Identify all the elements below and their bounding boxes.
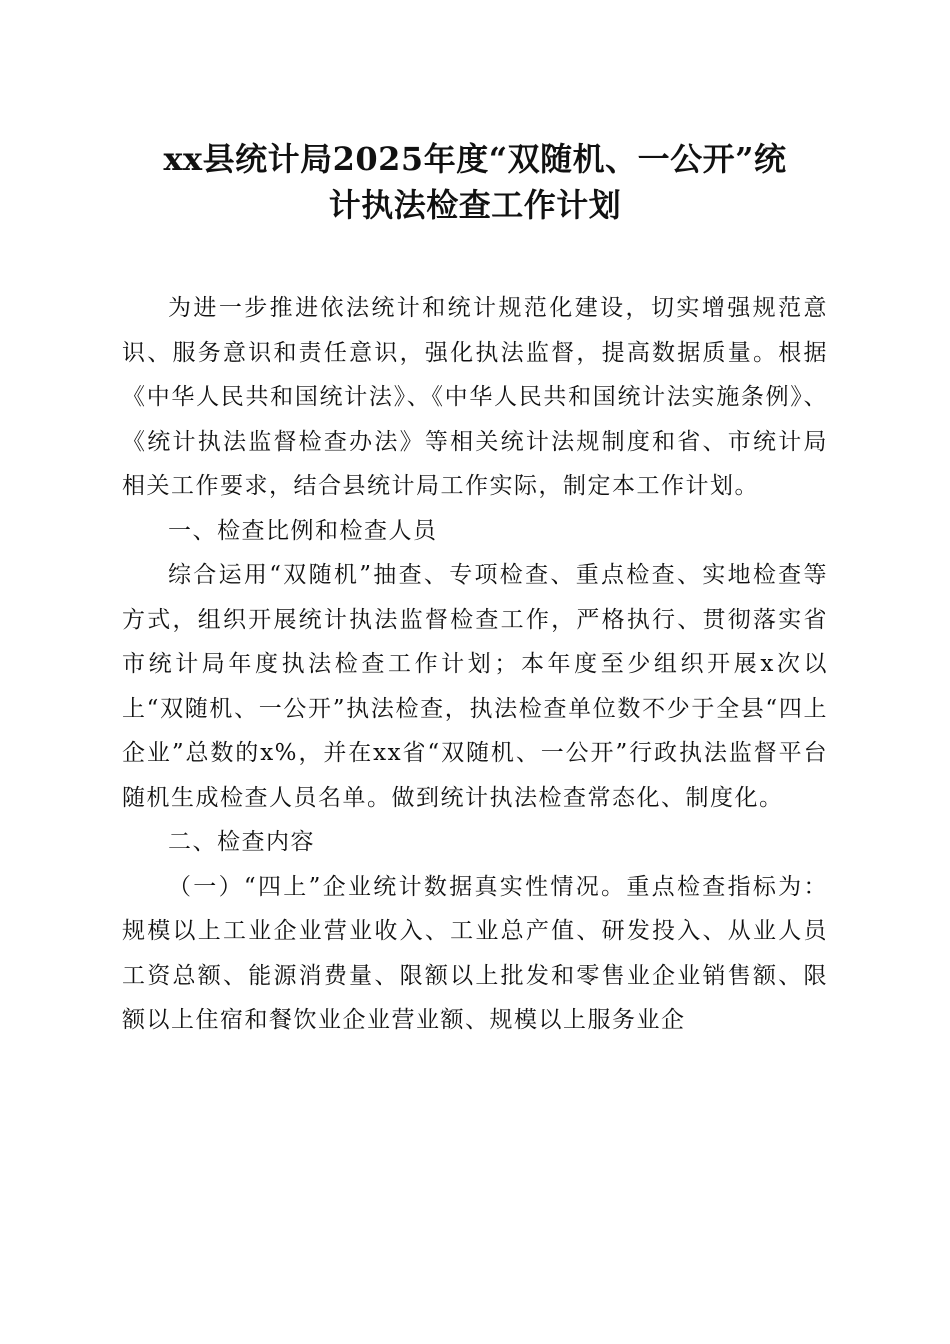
section-2-item-1-paragraph: （一）“四上”企业统计数据真实性情况。重点检查指标为：规模以上工业企业营业收入、工业总产值、研发投入、从业人员工资总额、能源消费量、限额以上批发和零售业企业销售额、限额以上住宿和餐饮业企业营业额、规模以上服务业企 xyxy=(122,873,828,1033)
title-line-1: xx县统计局2025年度“双随机、一公开”统 xyxy=(163,140,787,178)
document-body xyxy=(122,286,828,1043)
title-line-2: 计执法检查工作计划 xyxy=(328,186,622,224)
document-title xyxy=(122,136,828,228)
section-1-heading: 一、检查比例和检查人员 xyxy=(168,517,438,544)
section-2-heading: 二、检查内容 xyxy=(168,829,315,855)
intro-paragraph: 为进一步推进依法统计和统计规范化建设，切实增强规范意识、服务意识和责任意识，强化执法监督，提高数据质量。根据《中华人民共和国统计法》、《中华人民共和国统计法实施条例》、《统计执法监督检查办法》等相关统计法规制度和省、市统计局相关工作要求，结合县统计局工作实际，制定本工作计划。 xyxy=(122,295,828,499)
section-1-paragraph: 综合运用“双随机”抽查、专项检查、重点检查、实地检查等方式，组织开展统计执法监督检查工作，严格执行、贯彻落实省市统计局年度执法检查工作计划；本年度至少组织开展x次以上“双随机、一公开”执法检查，执法检查单位数不少于全县“四上企业”总数的x%，并在xx省“双随机、一公开”行政执法监督平台随机生成检查人员名单。做到统计执法检查常态化、制度化。 xyxy=(122,562,828,811)
